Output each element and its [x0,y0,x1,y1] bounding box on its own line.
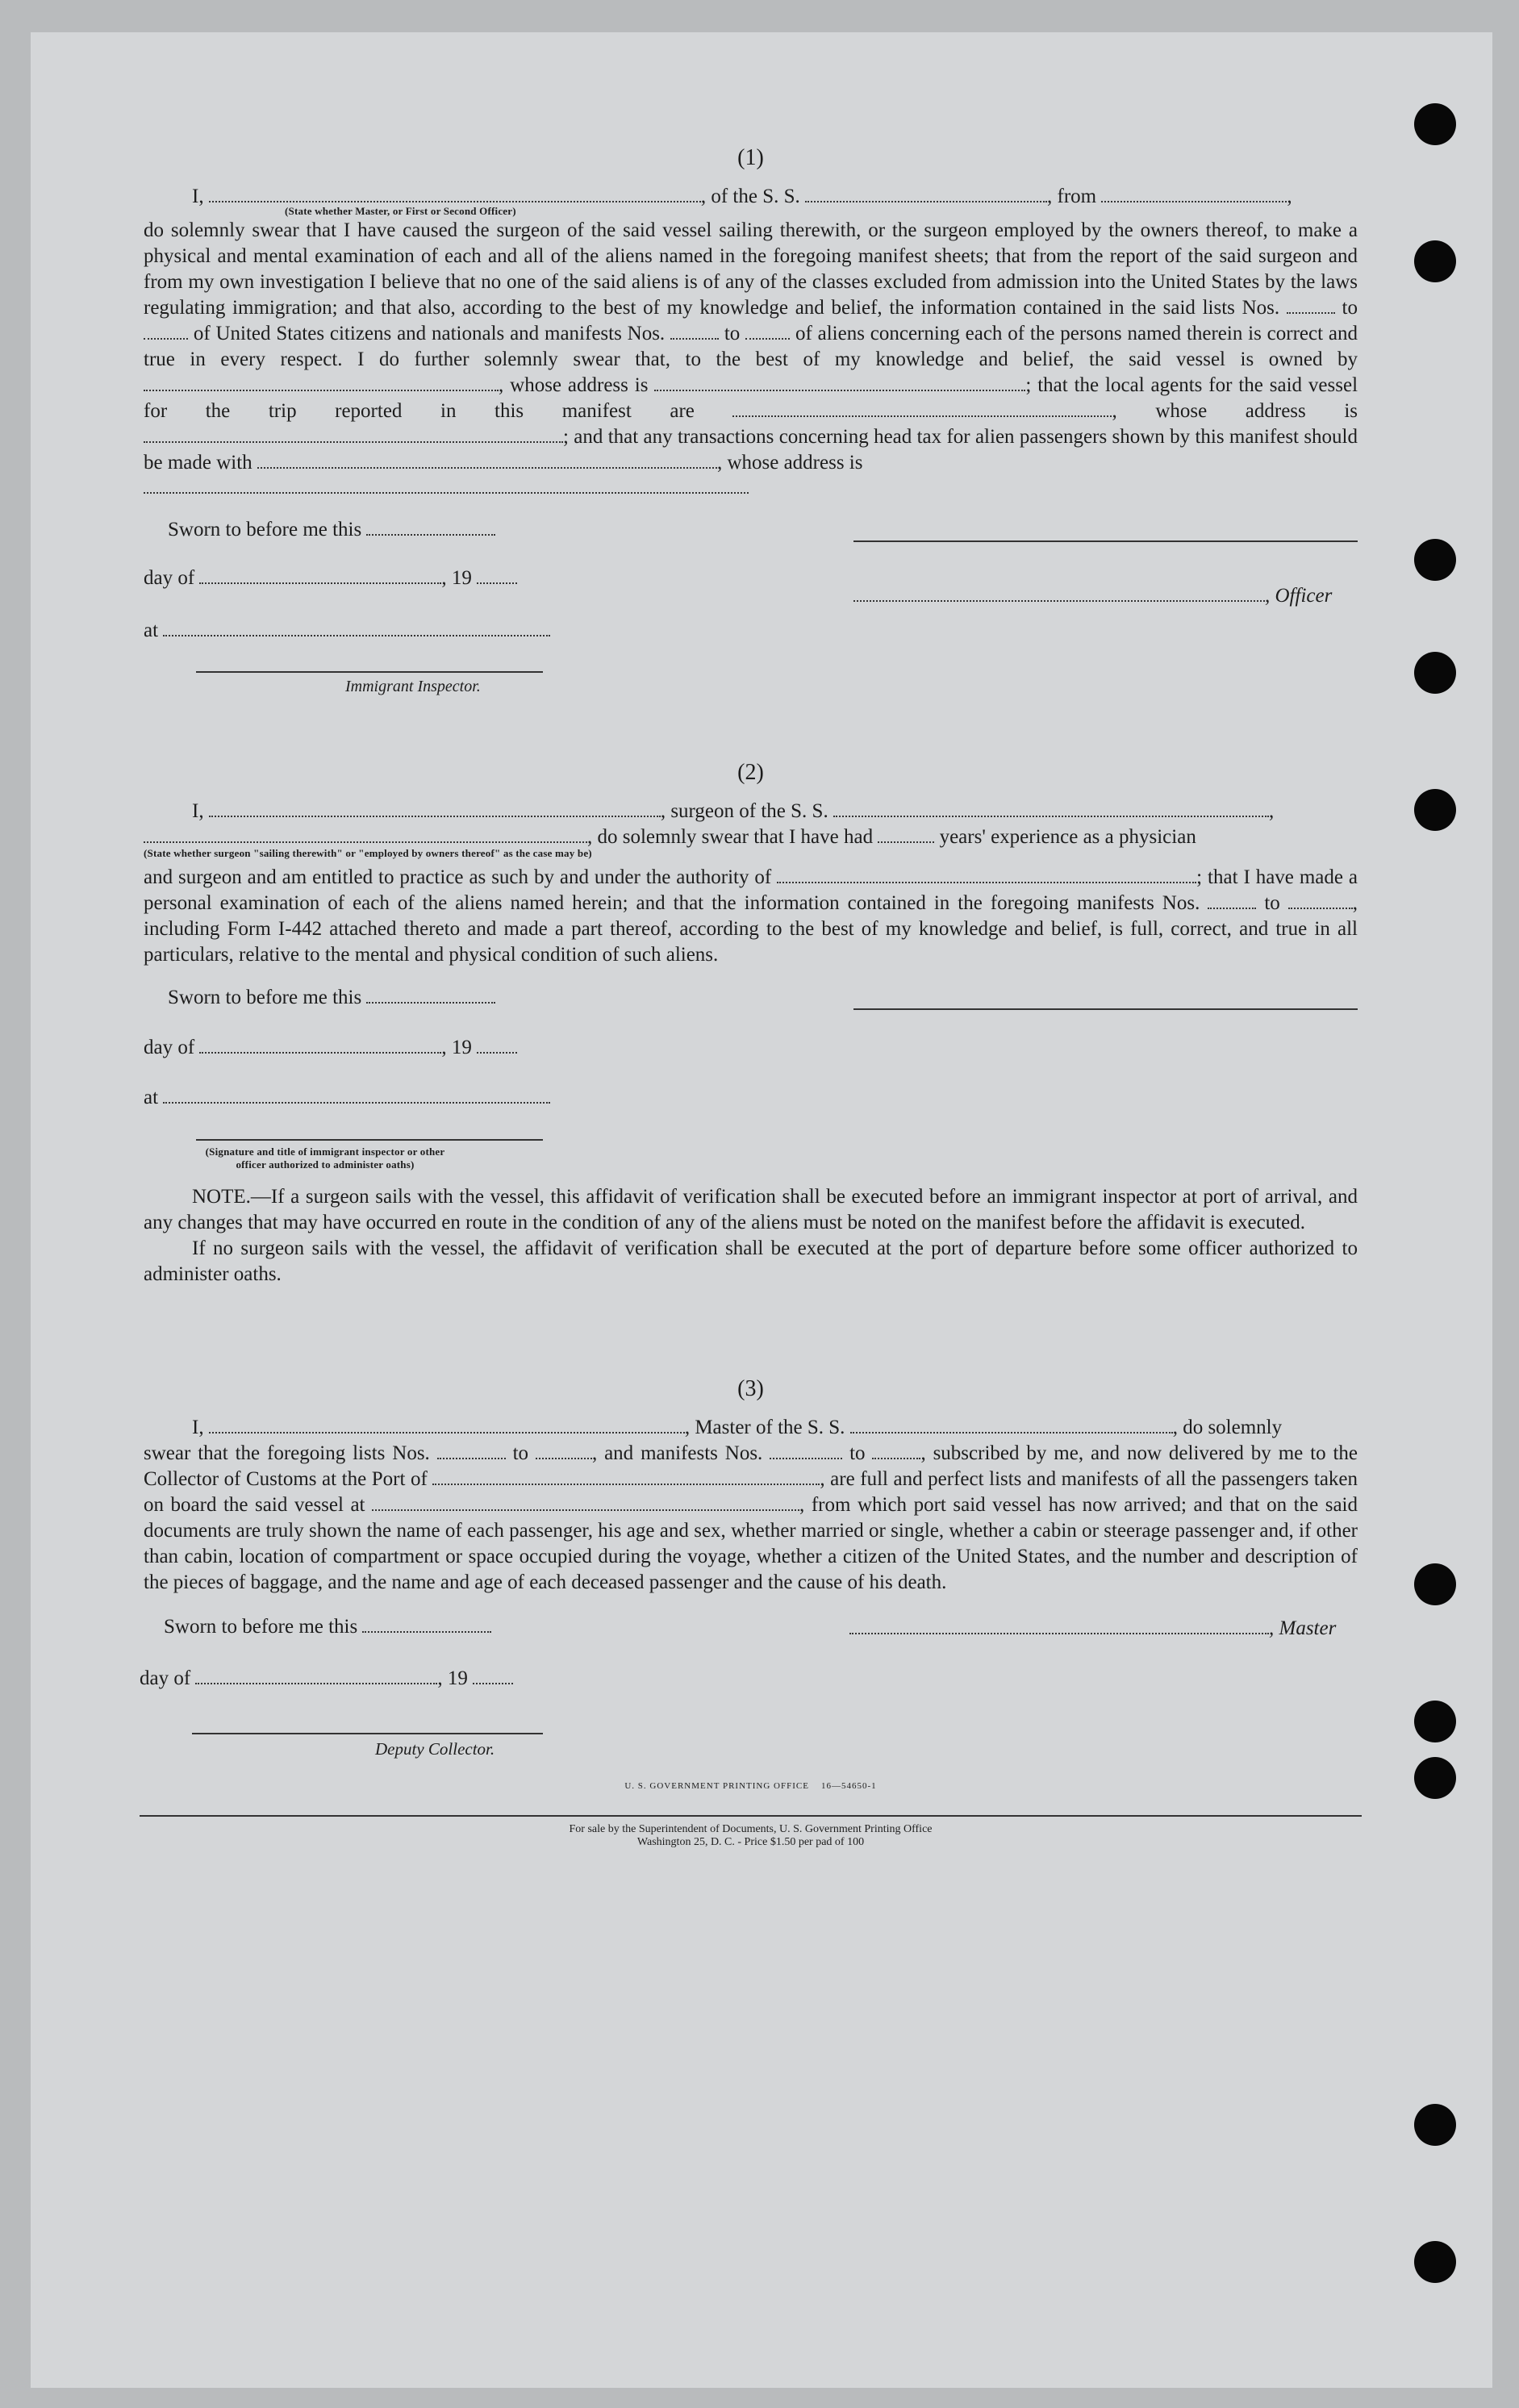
day-of-field-3[interactable] [195,1667,437,1684]
punch-hole [1414,1563,1456,1605]
officer-signature-line-2[interactable] [196,1139,543,1141]
surgeon-status-field[interactable] [144,825,587,843]
master-label: , Master [1269,1617,1337,1639]
master-lists-from-field[interactable] [437,1442,506,1459]
surgeon-manifests-to-field[interactable] [1288,891,1353,909]
officer-label: , Officer [1265,585,1333,607]
footer-rule [140,1815,1362,1817]
at-label: at [144,620,159,641]
master-vessel-field[interactable] [850,1416,1173,1434]
punch-hole [1414,1757,1456,1799]
owner-address-field[interactable] [654,374,1025,391]
officer-name-field[interactable] [209,185,701,202]
note-label: NOTE. [192,1186,251,1208]
section-3-body: swear that the foregoing lists Nos. to , and manifests Nos. to , subscribed by me, and now delivered by me to the Collector of Customs at the Port of , are full and perfect lists and manifests of all the passengers taken on board the said vessel at , from which port said vessel has now arrived; and that on the said documents are truly shown the name of each passenger, his age and sex, whether married or single, whether a cabin or steerage passenger and, if other than cabin, location of compartment or space occupied during the voyage, whether a citizen of the United States, and the number and description of the pieces of baggage, and the name and age of each deceased passenger and the cause of his death. [144,1442,1358,1593]
from-port-field[interactable] [1101,185,1287,202]
head-tax-field[interactable] [257,451,717,469]
master-signature-line[interactable] [849,1617,1269,1634]
sworn-label-2: Sworn to before me this [168,987,362,1008]
owner-field[interactable] [144,374,499,391]
day-of-field-2[interactable] [199,1036,441,1054]
sworn-label: Sworn to before me this [168,519,362,540]
punch-hole [1414,652,1456,694]
sworn-date-field-2[interactable] [366,986,495,1004]
signature-note: (Signature and title of immigrant inspector or other officer authorized to administer oaths) [205,1146,445,1171]
officer-signature-line[interactable] [853,540,1358,542]
manifests-to-field[interactable] [745,322,790,340]
years-field[interactable] [878,825,934,843]
punch-hole [1414,2104,1456,2146]
master-lists-to-field[interactable] [536,1442,592,1459]
lists-from-field[interactable] [1287,296,1335,314]
master-manifests-from-field[interactable] [770,1442,842,1459]
surgeon-vessel-field[interactable] [833,799,1269,817]
agents-field[interactable] [732,399,1112,417]
section-1-signatures: Sworn to before me this day of , 19 , Officer at Immigrant Inspector. [144,510,1358,695]
master-name-field[interactable] [209,1416,685,1434]
inspector-label: Immigrant Inspector. [345,678,481,695]
lists-to-field[interactable] [144,322,188,340]
punch-hole [1414,2241,1456,2283]
section-2-signatures: Sworn to before me this day of , 19 at (Signature and title of immigrant inspector or other officer authorized to administer oaths) [144,986,1358,1179]
year-field[interactable] [477,566,517,584]
printer-line: U. S. GOVERNMENT PRINTING OFFICE 16—54650-1 [624,1781,877,1791]
surgeon-status-note: (State whether surgeon "sailing therewith" or "employed by owners thereof" as the case may be) [144,847,592,859]
form-content [140,121,1358,1849]
surgeon-name-field[interactable] [209,799,661,817]
form-page [31,32,1492,2388]
deputy-signature-line[interactable] [192,1733,543,1734]
authority-field[interactable] [777,866,1196,883]
footer-line-1: For sale by the Superintendent of Documents, U. S. Government Printing Office [569,1823,933,1835]
punch-hole [1414,1701,1456,1742]
sworn-label-3: Sworn to before me this [164,1616,358,1638]
section-3-first-line: I, , Master of the S. S. , do solemnly [192,1417,1283,1438]
punch-hole [1414,789,1456,831]
note-paragraph: NOTE.—If a surgeon sails with the vessel, this affidavit of verification shall be executed before an immigrant inspector at port of arrival, and any changes that may have occurred en route in the condition of any of the aliens must be noted on the manifest before the affidavit is executed. [144,1186,1358,1233]
section-3-number: (3) [737,1376,764,1401]
master-manifests-to-field[interactable] [872,1442,920,1459]
section-1-body: do solemnly swear that I have caused the surgeon of the said vessel sailing therewith, or the surgeon employed by the owners thereof, to make a physical and mental examination of each and all of the aliens named in the foregoing manifest sheets; that from the report of the said surgeon and from my own investigation I believe that no one of the said aliens is of any of the classes excluded from admission into the United States by the laws regulating immigration; and that also, according to the best of my knowledge and belief, the information contained in the said lists Nos. to of United States citizens and nationals and manifests Nos. to of aliens concerning each of the persons named therein is correct and true in every respect. I do further solemnly swear that, to the best of my knowledge and belief, the said vessel is owned by , whose address is ; that the local agents for the said vessel for the trip reported in this manifest are , whose address is ; and that any transactions concerning head tax for alien passengers shown by this manifest should be made with , whose address is [144,219,1358,474]
section-3-signatures: Sworn to before me this , Master day of , 19 Deputy Collector. [140,1616,1337,1759]
sworn-date-field[interactable] [366,518,495,536]
vessel-name-field[interactable] [805,185,1047,202]
section-2-first-line: I, , surgeon of the S. S. , [192,800,1275,822]
at-field-2[interactable] [163,1086,550,1104]
deputy-label: Deputy Collector. [375,1739,495,1759]
section-2-second-line: , do solemnly swear that I have had years' experience as a physician [144,824,1358,850]
inspector-signature-line[interactable] [196,671,543,673]
year-field-3[interactable] [473,1667,513,1684]
sworn-date-field-3[interactable] [362,1615,491,1633]
section-1-number: (1) [737,145,764,170]
head-tax-address-field[interactable] [144,476,749,494]
day-of-field[interactable] [199,566,441,584]
surgeon-manifests-from-field[interactable] [1208,891,1256,909]
manifests-from-field[interactable] [670,322,719,340]
day-of-label: day of [144,567,195,589]
agents-address-field[interactable] [144,425,563,443]
embark-port-field[interactable] [372,1493,799,1511]
at-field[interactable] [163,619,550,636]
punch-hole [1414,240,1456,282]
officer-title-line[interactable] [853,584,1265,602]
year-field-2[interactable] [477,1036,517,1054]
section-2-body: and surgeon and am entitled to practice as such by and under the authority of ; that I have made a personal examination of each of the aliens named herein; and that the information contained in the foregoing manifests Nos. to , including Form I-442 attached thereto and made a part thereof, according to the best of my knowledge and belief, is full, correct, and true in all particulars, relative to the mental and physical condition of such aliens. [144,866,1358,966]
at-label-2: at [144,1087,159,1108]
day-of-label-3: day of [140,1667,191,1689]
punch-hole [1414,539,1456,581]
day-of-label-2: day of [144,1037,195,1058]
section-1-first-line: I, , of the S. S. , from , [192,186,1292,207]
port-field[interactable] [432,1467,820,1485]
punch-hole [1414,103,1456,145]
officer-note: (State whether Master, or First or Second Officer) [285,205,516,217]
surgeon-signature-line[interactable] [853,1008,1358,1010]
footer-line-2: Washington 25, D. C. - Price $1.50 per pad of 100 [636,1836,865,1848]
section-2-number: (2) [737,760,764,785]
note-paragraph-2: If no surgeon sails with the vessel, the affidavit of verification shall be executed at the port of departure before some officer authorized to administer oaths. [144,1237,1358,1285]
